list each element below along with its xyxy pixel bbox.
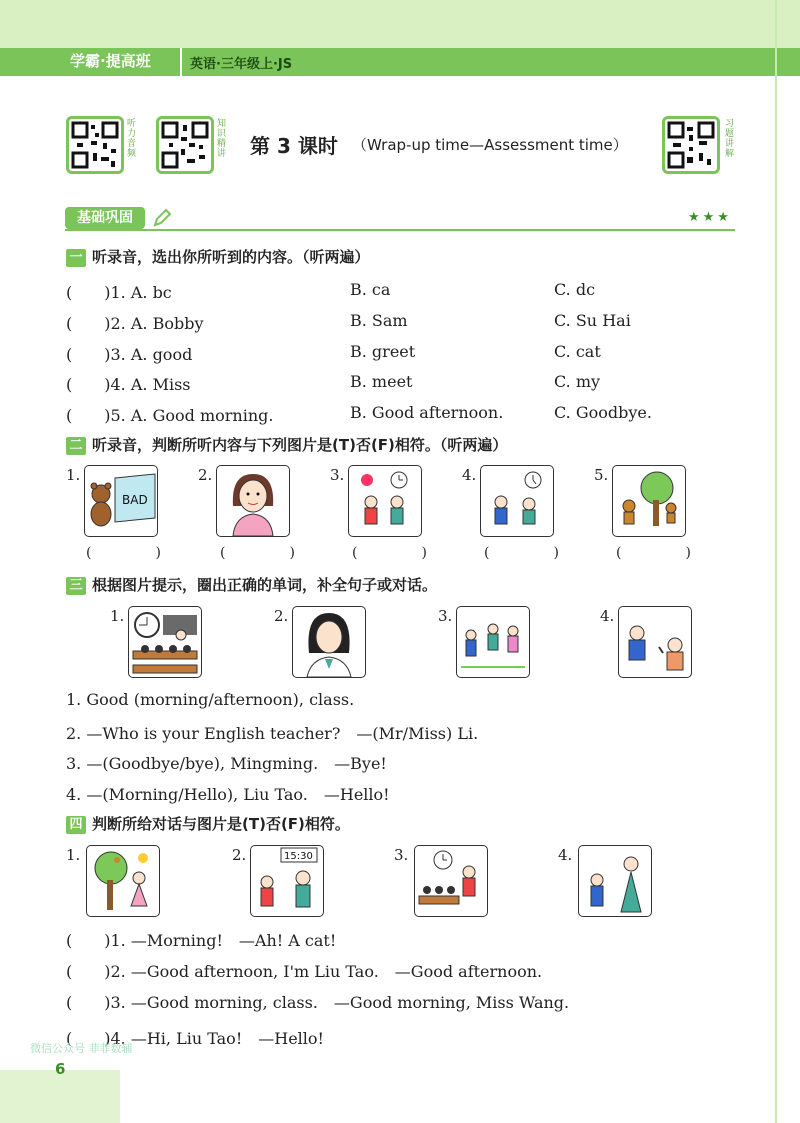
girl-tree-cat-picture <box>86 845 160 917</box>
classroom-morning-picture <box>414 845 488 917</box>
part1-row: ( )2. A. Bobby <box>66 314 204 333</box>
subject-label: 英语·三年级上·JS <box>190 57 293 72</box>
part3-item-number: 1. <box>110 607 125 625</box>
answer-paren: ( ) <box>616 545 703 561</box>
part4-row: ( )2. —Good afternoon, I'm Liu Tao. —Good afternoon. <box>66 962 543 981</box>
clock-time-text: 15:30 <box>284 851 313 862</box>
part4-heading-text: 判断所给对话与图片是(T)否(F)相符。 <box>92 815 350 833</box>
bear-bad-picture <box>84 465 158 537</box>
part3-sentence: 4. —(Morning/Hello), Liu Tao. —Hello! <box>66 785 390 804</box>
part1-option-b: B. greet <box>350 342 416 361</box>
answer-paren: ( ) <box>220 545 307 561</box>
lesson-title: 第 3 课时 <box>250 134 338 158</box>
part1-row: ( )1. A. bc <box>66 283 172 302</box>
difficulty-stars: ★★★ <box>688 210 732 225</box>
part3-sentence: 1. Good (morning/afternoon), class. <box>66 690 355 709</box>
part2-item-number: 1. <box>66 466 81 484</box>
part3-sentence: 3. —(Goodbye/bye), Mingming. —Bye! <box>66 754 387 773</box>
part3-sentence: 2. —Who is your English teacher? —(Mr/Miss) Li. <box>66 724 479 743</box>
part1-option-b: B. ca <box>350 280 391 299</box>
part1-row: ( )5. A. Good morning. <box>66 406 274 425</box>
part1-option-c: C. my <box>554 372 601 391</box>
part4-row: ( )4. —Hi, Liu Tao! —Hello! <box>66 1029 324 1048</box>
part2-item-number: 5. <box>594 466 609 484</box>
part1-number: 一 <box>66 249 86 267</box>
part4-item-number: 3. <box>394 846 409 864</box>
answer-paren: ( ) <box>86 545 173 561</box>
part1-option-c: C. Goodbye. <box>554 403 652 422</box>
part4-item-number: 2. <box>232 846 247 864</box>
classroom-picture <box>128 606 202 678</box>
part3-item-number: 4. <box>600 607 615 625</box>
woman-teacher-picture <box>292 606 366 678</box>
part4-item-number: 1. <box>66 846 81 864</box>
part1-heading <box>66 246 370 267</box>
boy-girl-greeting-picture <box>618 606 692 678</box>
qr-code-icon <box>665 119 717 171</box>
answer-paren: ( ) <box>352 545 439 561</box>
part3-heading <box>66 574 437 595</box>
qr-code-explain[interactable] <box>156 116 214 174</box>
part2-heading-text: 听录音，判断所听内容与下列图片是(T)否(F)相符。（听两遍） <box>92 436 508 454</box>
qr-label-exercise: 习题讲解 <box>723 118 733 158</box>
afternoon-greeting-picture <box>250 845 324 917</box>
qr-code-icon <box>69 119 121 171</box>
greeting-morning-picture <box>348 465 422 537</box>
tree-animals-picture <box>612 465 686 537</box>
part1-option-b: B. Good afternoon. <box>350 403 504 422</box>
part4-row: ( )3. —Good morning, class. —Good morning, Miss Wang. <box>66 993 570 1012</box>
part1-option-c: C. cat <box>554 342 601 361</box>
part4-number: 四 <box>66 816 86 834</box>
part1-row: ( )4. A. Miss <box>66 375 191 394</box>
part1-option-b: B. Sam <box>350 311 408 330</box>
part3-item-number: 2. <box>274 607 289 625</box>
bad-sign-text: BAD <box>122 493 148 507</box>
qr-label-audio: 听力音频 <box>125 118 135 158</box>
watermark: 微信公众号 菲菲数辅 <box>30 1042 133 1055</box>
part2-heading <box>66 434 507 455</box>
part3-number: 三 <box>66 577 86 595</box>
part2-number: 二 <box>66 437 86 455</box>
part4-row: ( )1. —Morning! —Ah! A cat! <box>66 931 337 950</box>
boy-woman-picture <box>578 845 652 917</box>
answer-paren: ( ) <box>484 545 571 561</box>
kids-waving-picture <box>456 606 530 678</box>
part1-option-c: C. dc <box>554 280 596 299</box>
section-banner: 基础巩固 <box>65 207 145 229</box>
part4-item-number: 4. <box>558 846 573 864</box>
part3-item-number: 3. <box>438 607 453 625</box>
part2-item-number: 4. <box>462 466 477 484</box>
greeting-afternoon-picture <box>480 465 554 537</box>
teacher-picture <box>216 465 290 537</box>
part2-item-number: 3. <box>330 466 345 484</box>
part4-heading <box>66 813 350 834</box>
part1-option-b: B. meet <box>350 372 413 391</box>
qr-label-explain: 知识精讲 <box>215 118 225 158</box>
header-divider <box>180 48 182 76</box>
banner-rule <box>65 229 735 231</box>
part1-row: ( )3. A. good <box>66 345 193 364</box>
page-number: 6 <box>55 1060 66 1078</box>
qr-code-icon <box>159 119 211 171</box>
part1-option-c: C. Su Hai <box>554 311 631 330</box>
qr-code-audio[interactable] <box>66 116 124 174</box>
brand-title: 学霸·提高班 <box>70 52 151 70</box>
qr-code-exercise[interactable] <box>662 116 720 174</box>
part1-heading-text: 听录音，选出你所听到的内容。（听两遍） <box>92 248 370 266</box>
page-sideline <box>775 0 777 1123</box>
part2-item-number: 2. <box>198 466 213 484</box>
part3-heading-text: 根据图片提示，圈出正确的单词，补全句子或对话。 <box>92 576 438 594</box>
lesson-subtitle: （Wrap-up time—Assessment time） <box>352 136 628 154</box>
